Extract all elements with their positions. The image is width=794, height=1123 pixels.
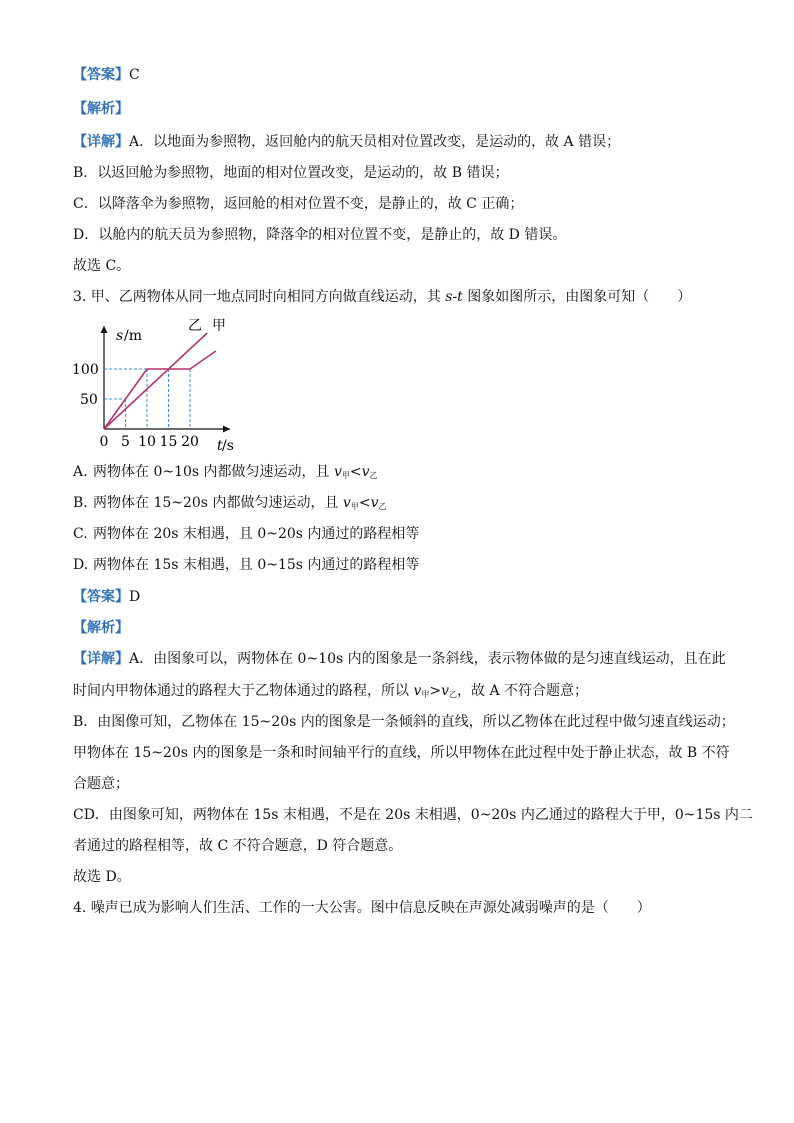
option-a-text: 两物体在 0~10s 内都做匀速运动，且 <box>93 464 334 480</box>
option-c-text: 两物体在 20s 末相遇，且 0~20s 内通过的路程相等 <box>93 526 420 542</box>
y-axis-label-unit: /m <box>124 328 142 344</box>
series-label-yi: 乙 <box>188 318 202 334</box>
option-b-sub2: 乙 <box>378 502 387 511</box>
x-tick-20: 20 <box>181 434 199 450</box>
analysis-line-q3 <box>73 619 129 637</box>
stem-st: s-t <box>445 289 463 305</box>
option-b-sub1: 甲 <box>350 502 359 511</box>
option-c-key: C. <box>73 526 88 542</box>
detail-line-c: C．以降落伞为参照物，返回舱的相对位置不变，是静止的，故 C 正确； <box>73 196 524 212</box>
answer-tag: 【答案】 <box>73 67 129 83</box>
explain-text-2b: ，故 A 不符合题意； <box>457 683 589 699</box>
explain-line-7: 者通过的路程相等，故 C 不符合题意，D 符合题意。 <box>73 838 403 854</box>
answer-line-q3 <box>73 588 140 606</box>
x-axis-label-t: t <box>217 438 223 453</box>
option-a[interactable] <box>73 463 378 485</box>
explain-line-4: 甲物体在 15~20s 内的图象是一条和时间轴平行的直线，所以甲物体在此过程中处于静止状态，故 B 不符 <box>73 745 730 761</box>
explain-line-1 <box>73 650 726 668</box>
stem-part-a: 3. 甲、乙两物体从同一地点同时向相同方向做直线运动，其 <box>73 289 446 305</box>
option-b[interactable] <box>73 494 386 516</box>
option-d-key: D. <box>73 557 89 573</box>
explain-text-1: A．由图象可以，两物体在 0~10s 内的图象是一条斜线，表示物体做的是匀速直线运动，且在此 <box>129 651 726 667</box>
option-a-sub1: 甲 <box>341 471 350 480</box>
analysis-tag: 【解析】 <box>73 101 129 117</box>
stem-part-b: 图象如图所示，由图象可知（ ） <box>462 289 692 305</box>
answer-line <box>73 66 140 84</box>
option-d-text: 两物体在 15s 末相遇，且 0~15s 内通过的路程相等 <box>93 557 420 573</box>
option-a-sub2: 乙 <box>369 471 378 480</box>
explain-sub1: 甲 <box>421 690 430 699</box>
detail-line-d: D．以舱内的航天员为参照物，降落伞的相对位置不变，是静止的，故 D 错误。 <box>73 227 567 243</box>
option-a-key: A. <box>73 464 88 480</box>
explain-line-2 <box>73 682 588 704</box>
option-b-rel: < <box>358 495 371 511</box>
choose-line: 故选 C。 <box>73 258 131 274</box>
y-tick-100: 100 <box>72 362 99 378</box>
answer-value-q3: D <box>129 589 141 605</box>
explain-line-5: 合题意； <box>73 776 129 792</box>
explain-line-3: B．由图像可知，乙物体在 15~20s 内的图象是一条倾斜的直线，所以乙物体在此过程中做匀速直线运动； <box>73 714 735 730</box>
explain-sub2: 乙 <box>449 690 458 699</box>
choose-line-q3: 故选 D。 <box>73 869 131 885</box>
option-b-key: B. <box>73 495 88 511</box>
y-axis-label-s: s <box>116 328 124 344</box>
explain-v1: v <box>413 683 422 699</box>
x-tick-5: 5 <box>121 434 130 450</box>
y-tick-50: 50 <box>80 392 98 408</box>
option-b-text: 两物体在 15~20s 内都做匀速运动，且 <box>93 495 343 511</box>
option-b-v2: v <box>370 495 379 511</box>
st-chart <box>70 318 250 453</box>
analysis-tag-q3: 【解析】 <box>73 620 129 636</box>
detail-line-b: B．以返回舱为参照物，地面的相对位置改变，是运动的，故 B 错误； <box>73 165 509 181</box>
x-tick-10: 10 <box>138 434 156 450</box>
series-line-yi <box>104 333 207 429</box>
analysis-line <box>73 100 129 118</box>
answer-value: C <box>129 67 140 83</box>
question-3-stem <box>73 288 691 306</box>
detail-tag: 【详解】 <box>73 134 129 150</box>
question-4-stem: 4. 噪声已成为影响人们生活、工作的一大公害。图中信息反映在声源处减弱噪声的是（ ） <box>73 900 651 916</box>
option-d[interactable] <box>73 556 419 574</box>
x-tick-0: 0 <box>99 434 109 450</box>
option-a-v2: v <box>361 464 370 480</box>
option-a-v1: v <box>334 464 342 480</box>
option-b-v1: v <box>342 495 351 511</box>
explain-rel: > <box>429 683 442 699</box>
series-label-jia: 甲 <box>212 318 226 334</box>
option-a-rel: < <box>349 464 362 480</box>
x-axis-label-unit: /s <box>222 438 234 453</box>
series-line-jia <box>104 351 216 429</box>
detail-line-a <box>73 133 620 151</box>
option-c[interactable] <box>73 525 419 543</box>
explain-v2: v <box>441 683 450 699</box>
x-tick-15: 15 <box>159 434 178 450</box>
explain-text-2a: 时间内甲物体通过的路程大于乙物体通过的路程，所以 <box>73 683 414 699</box>
explain-line-6: CD．由图象可知，两物体在 15s 末相遇，不是在 20s 末相遇，0~20s 内乙通过的路程大于甲，0~15s 内二 <box>73 807 753 823</box>
detail-text-a: A．以地面为参照物，返回舱内的航天员相对位置改变，是运动的，故 A 错误； <box>129 134 621 150</box>
detail-tag-q3: 【详解】 <box>73 651 129 667</box>
answer-tag-q3: 【答案】 <box>73 589 129 605</box>
